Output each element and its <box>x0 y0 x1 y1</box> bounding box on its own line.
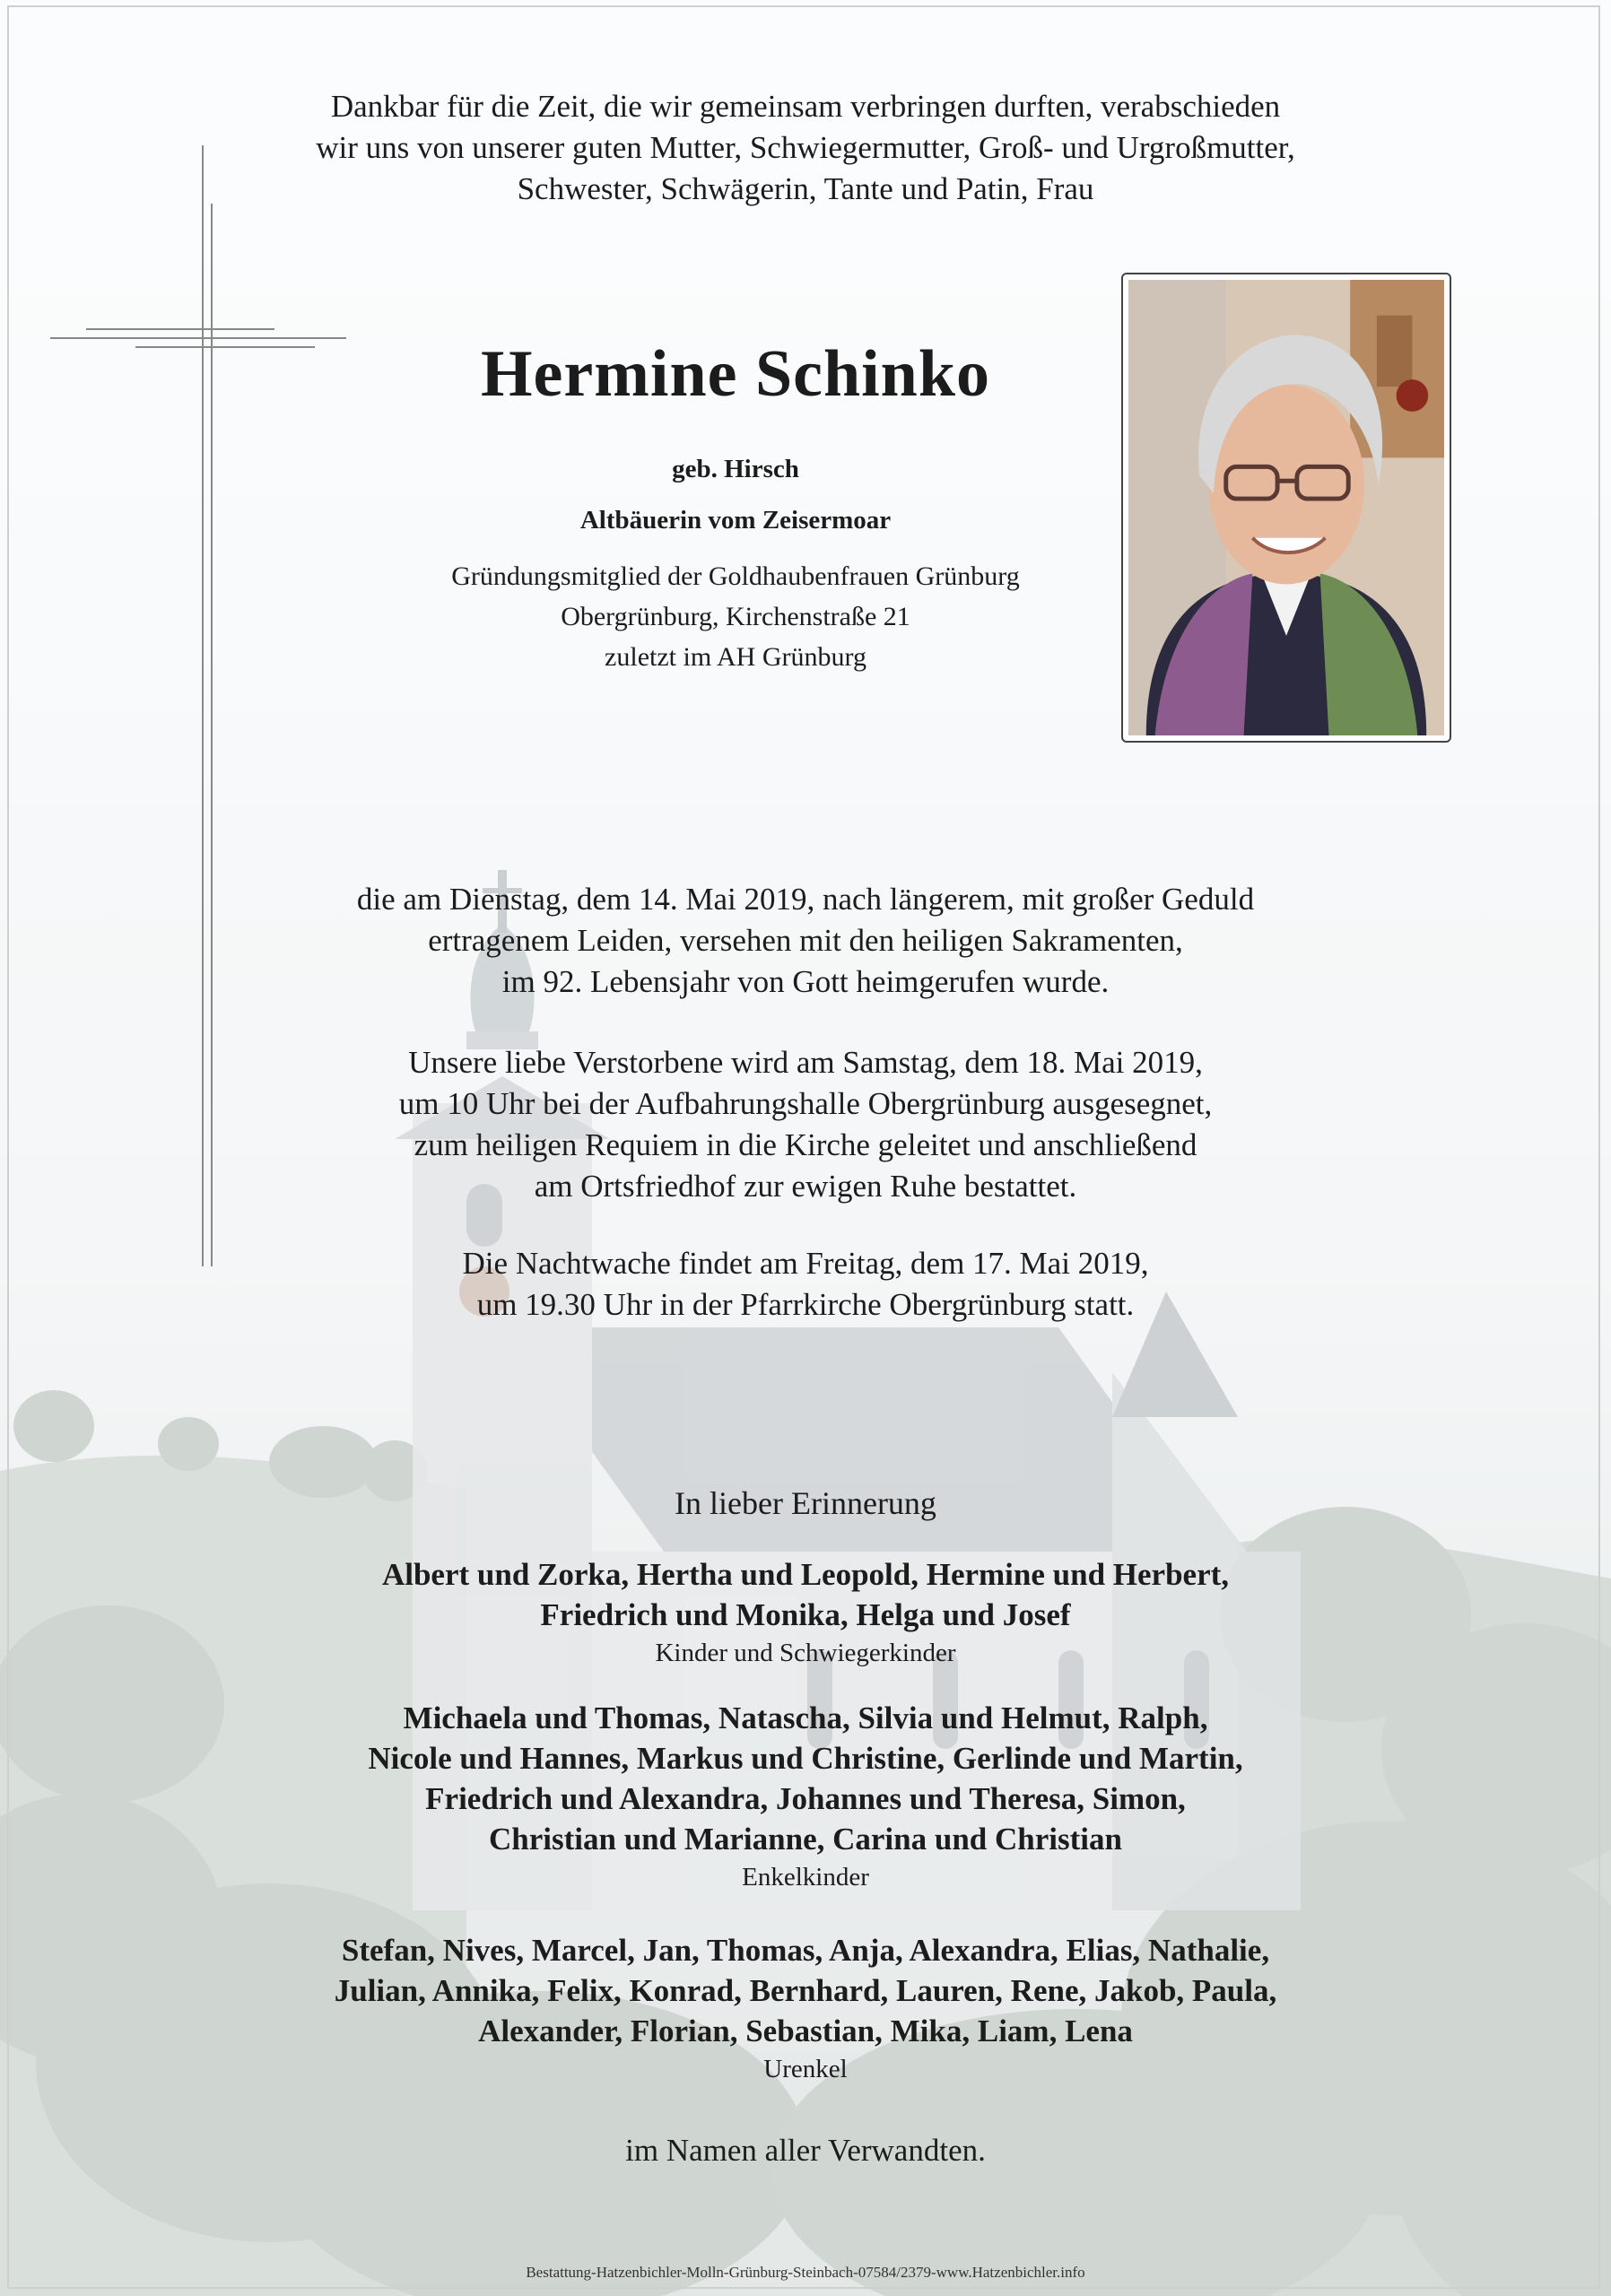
deceased-info <box>323 556 1148 677</box>
deceased-role: Altbäuerin vom Zeisermoar <box>579 506 892 535</box>
funeral-home-footer: Bestattung-Hatzenbichler-Molln-Grünburg-Steinbach-07584/2379-www.Hatzenbichler.info <box>526 2264 1085 2281</box>
funeral-details <box>0 1042 1611 1207</box>
death-line: die am Dienstag, dem 14. Mai 2019, nach längerem, mit großer Geduld <box>356 882 1255 917</box>
family-names-line: Albert und Zorka, Hertha und Leopold, Hermine und Herbert, <box>381 1557 1230 1592</box>
funeral-line: zum heiligen Requiem in die Kirche geleitet und anschließend <box>414 1127 1197 1162</box>
death-line: ertragenem Leiden, versehen mit den heiligen Sakramenten, <box>428 923 1183 958</box>
family-great-grandchildren <box>0 1930 1611 2087</box>
death-line: im 92. Lebensjahr von Gott heimgerufen wurde. <box>501 964 1110 999</box>
family-names-line: Julian, Annika, Felix, Konrad, Bernhard, Lauren, Rene, Jakob, Paula, <box>334 1973 1277 2008</box>
family-names-line: Michaela und Thomas, Natascha, Silvia und Helmut, Ralph, <box>403 1700 1208 1735</box>
family-grandchildren <box>0 1698 1611 1895</box>
family-group-label: Kinder und Schwiegerkinder <box>655 1639 956 1667</box>
remembrance-heading: In lieber Erinnerung <box>675 1485 936 1521</box>
family-names-line: Stefan, Nives, Marcel, Jan, Thomas, Anja, Alexandra, Elias, Nathalie, <box>341 1933 1270 1968</box>
intro-line: Schwester, Schwägerin, Tante und Patin, Frau <box>517 171 1094 206</box>
vigil-line: Die Nachtwache findet am Freitag, dem 17. Mai 2019, <box>462 1246 1149 1281</box>
portrait-image <box>1128 280 1444 735</box>
family-names-line: Alexander, Florian, Sebastian, Mika, Liam, Lena <box>478 2013 1133 2048</box>
family-names-line: Nicole und Hannes, Markus und Christine, Gerlinde und Martin, <box>368 1741 1243 1776</box>
death-announcement <box>0 879 1611 1003</box>
family-names-line: Friedrich und Monika, Helga und Josef <box>540 1597 1071 1632</box>
family-group-label: Urenkel <box>763 2055 848 2083</box>
portrait-photo <box>1121 273 1451 743</box>
vigil-details <box>0 1243 1611 1326</box>
closing-line: im Namen aller Verwandten. <box>625 2133 986 2168</box>
funeral-line: Unsere liebe Verstorbene wird am Samstag, dem 18. Mai 2019, <box>408 1045 1203 1080</box>
vigil-line: um 19.30 Uhr in der Pfarrkirche Obergrünburg statt. <box>476 1287 1135 1322</box>
info-line: Gründungsmitglied der Goldhaubenfrauen Grünburg <box>451 561 1020 591</box>
info-line: zuletzt im AH Grünburg <box>605 642 866 672</box>
family-names-line: Friedrich und Alexandra, Johannes und Theresa, Simon, <box>425 1781 1186 1816</box>
intro-text <box>0 86 1611 210</box>
deceased-name: Hermine Schinko <box>481 337 990 411</box>
info-line: Obergrünburg, Kirchenstraße 21 <box>561 602 910 631</box>
intro-line: wir uns von unserer guten Mutter, Schwiegermutter, Groß- und Urgroßmutter, <box>316 130 1295 165</box>
family-names-line: Christian und Marianne, Carina und Christian <box>489 1822 1122 1857</box>
maiden-name: geb. Hirsch <box>672 455 799 483</box>
family-children <box>0 1554 1611 1671</box>
funeral-line: am Ortsfriedhof zur ewigen Ruhe bestattet. <box>534 1169 1077 1204</box>
funeral-line: um 10 Uhr bei der Aufbahrungshalle Obergrünburg ausgesegnet, <box>398 1086 1213 1121</box>
family-group-label: Enkelkinder <box>742 1863 869 1892</box>
intro-line: Dankbar für die Zeit, die wir gemeinsam verbringen durften, verabschieden <box>330 89 1281 124</box>
